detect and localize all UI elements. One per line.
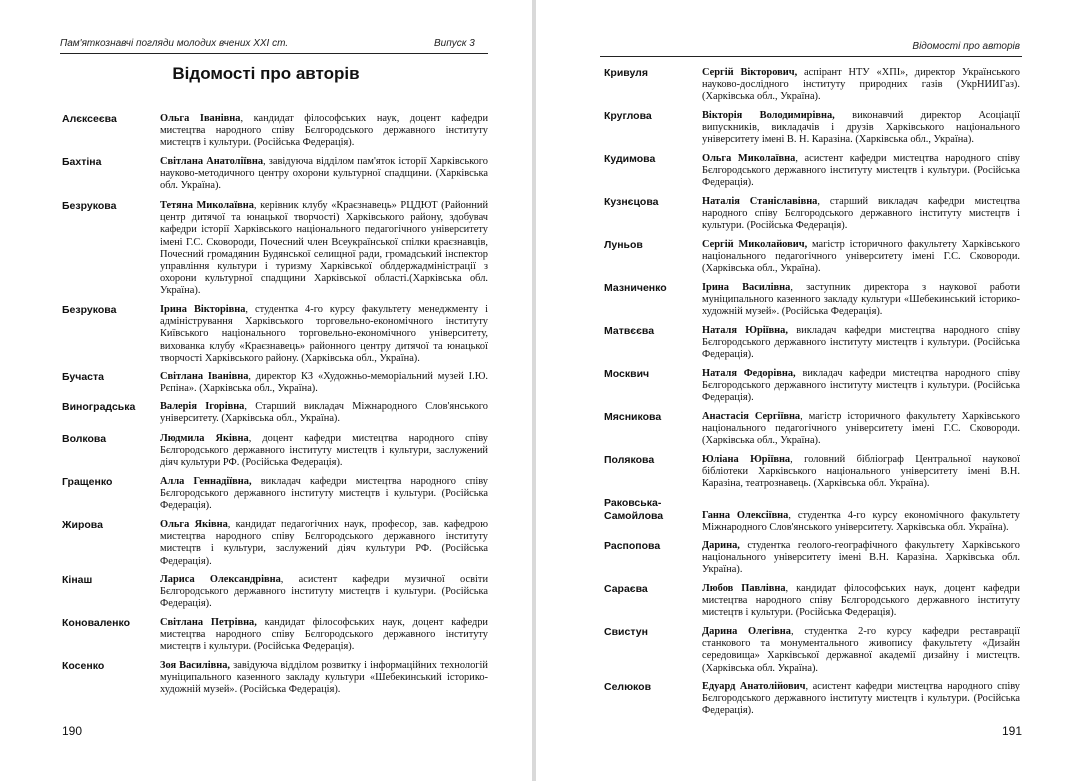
author-description — [160, 574, 488, 611]
author-details: , студентка 4-го курсу економічного факультету Міжнародного Слов'янського університету. Харківська обл. Україна). — [702, 510, 1021, 534]
author-entry — [604, 583, 1020, 620]
author-surname: Мазниченко — [604, 282, 667, 294]
author-surname: Матвєєва — [604, 325, 655, 337]
author-given-name: Людмила Яківна — [160, 433, 249, 444]
author-given-name: Юліана Юріївна — [702, 454, 791, 465]
author-entry — [62, 371, 488, 395]
author-description — [160, 617, 488, 654]
author-entry — [62, 660, 488, 697]
author-entry — [604, 153, 1020, 190]
page-title: Відомості про авторів — [172, 64, 360, 83]
author-given-name: Зоя Василівна, — [160, 660, 231, 671]
author-details: , асистент кафедри музичної освіти Бєлгородського державного інституту мистецтв і культури. (Російська Федерація). — [160, 574, 489, 610]
author-given-name: Світлана Анатоліївна — [160, 156, 264, 167]
author-description — [160, 476, 488, 513]
author-surname: Алєксеєва — [62, 113, 117, 125]
author-entry — [604, 626, 1020, 675]
author-description — [702, 110, 1020, 147]
author-given-name: Наталія Станіславівна — [702, 196, 818, 207]
author-given-name: Вікторія Володимирівна, — [702, 110, 835, 121]
author-surname: Жирова — [62, 519, 103, 531]
author-given-name: Світлана Петрівна, — [160, 617, 257, 628]
author-entry — [604, 67, 1020, 104]
author-entry — [62, 304, 488, 365]
author-surname: Безрукова — [62, 304, 117, 316]
author-description — [702, 368, 1020, 405]
author-given-name: Ольга Іванівна — [160, 113, 241, 124]
author-description — [702, 454, 1020, 491]
author-details: студентка геолого-географічного факультету Харківського національного університету імені В.Н. Каразіна. Харківська обл. Україна). — [702, 540, 1020, 576]
author-surname: Раковська- Самойлова — [604, 497, 664, 522]
author-entry — [62, 476, 488, 513]
author-entry — [604, 454, 1020, 491]
author-given-name: Сергій Вікторович, — [702, 67, 798, 78]
author-entry — [604, 282, 1020, 319]
author-given-name: Алла Геннадіївна, — [160, 476, 252, 487]
author-details: , директор КЗ «Художньо-меморіальний музей І.Ю. Рєпіна». (Харківська обл., Україна). — [160, 371, 488, 395]
author-entry — [62, 401, 488, 425]
author-entry — [604, 325, 1020, 362]
author-surname: Распопова — [604, 540, 661, 552]
author-entry — [62, 200, 488, 298]
author-entry — [604, 540, 1020, 577]
author-details: , Старший викладач Міжнародного Слов'янського університету. (Харківська обл., Україна). — [160, 401, 489, 425]
author-description — [702, 196, 1020, 233]
author-surname: Бахтіна — [62, 156, 102, 168]
author-surname: Луньов — [604, 239, 643, 251]
author-surname: Мясникова — [604, 411, 662, 423]
author-surname: Виноградська — [62, 401, 136, 413]
author-description — [702, 540, 1020, 577]
author-details: , доцент кафедри мистецтва народного співу Бєлгородського державного інституту мистецтв і культури, заслужений діяч культури РФ. (Російська Федерація). — [160, 433, 488, 469]
author-details: , асистент кафедри мистецтва народного співу Бєлгородського державного інституту мистецтв і культури. (Російська Федерація). — [702, 681, 1020, 717]
author-details: викладач кафедри мистецтва народного співу Бєлгородського державного інституту мистецтв і культури. (Російська Федерація). — [160, 476, 488, 512]
author-description — [160, 519, 488, 568]
header-rule — [600, 56, 1022, 57]
author-details: , кандидат педагогічних наук, професор, зав. кафедрою мистецтва народного співу Бєлгородського державного інституту мистецтв і культури, заслужений діяч культури РФ. (Російська Федерація). — [160, 519, 488, 567]
author-entry — [62, 519, 488, 568]
author-given-name: Ольга Миколаївна — [702, 153, 796, 164]
author-details: аспірант НТУ «ХПІ», директор Українського науково-дослідного інституту природних газів (УкрНИИГаз). (Харківська обл., Україна). — [702, 67, 1021, 103]
running-header-issue: Випуск 3 — [434, 38, 475, 49]
author-entry — [604, 368, 1020, 405]
author-entry — [604, 239, 1020, 276]
author-surname: Свистун — [604, 626, 648, 638]
author-description — [160, 660, 488, 697]
author-details: , керівник клубу «Краєзнавець» РЦДЮТ (Районний центр дитячої та юнацької творчості) Харківського району, здобувач кафедри історії Харківського національного педагогічного університету імені Г.С. Сковороди, Почесний член Всеукраїнської спілки краєзнавців, Почесний громадянин Будянської селищної ради, громадський інспектор управління культури і туризму Харківської облдержадміністрації з охорони культурної спадщини Харківської області.(Харківська обл. Україна). — [160, 200, 489, 297]
author-description — [702, 510, 1020, 534]
author-description — [702, 67, 1020, 104]
author-details: магістр історичного факультету Харківського національного педагогічного університету імені Г.С. Сковороди. (Харківська обл., Україна). — [702, 239, 1020, 275]
author-surname: Кузнєцова — [604, 196, 659, 208]
author-given-name: Наталя Федорівна, — [702, 368, 796, 379]
author-entry — [604, 411, 1020, 448]
author-details: , старший викладач кафедри мистецтва народного співу Бєлгородського державного інституту мистецтв і культури. (Російська Федерація). — [702, 196, 1020, 232]
author-given-name: Анастасія Сергіївна — [702, 411, 801, 422]
author-description — [160, 371, 488, 395]
author-given-name: Ірина Василівна — [702, 282, 791, 293]
author-given-name: Любов Павлівна — [702, 583, 786, 594]
author-description — [702, 325, 1020, 362]
author-entry — [604, 110, 1020, 147]
page-number: 190 — [62, 724, 83, 738]
author-given-name: Світлана Іванівна — [160, 371, 249, 382]
author-given-name: Сергій Миколайович, — [702, 239, 808, 250]
author-description — [702, 411, 1020, 448]
author-details: , кандидат філософських наук, доцент кафедри мистецтва народного співу Бєлгородського державного інституту мистецтв і культури. (Російська Федерація). — [160, 113, 488, 149]
running-header-title: Пам'яткознавчі погляди молодих вчених XXI ст. — [60, 38, 289, 49]
author-surname: Сараєва — [604, 583, 648, 595]
author-description — [702, 153, 1020, 190]
author-details: кандидат філософських наук, доцент кафедри мистецтва народного співу Бєлгородського державного інституту мистецтв і культури. (Російська Федерація). — [160, 617, 488, 653]
author-surname: Гращенко — [62, 476, 113, 488]
author-surname: Косенко — [62, 660, 105, 672]
author-description — [160, 433, 488, 470]
author-description — [160, 304, 488, 365]
author-surname: Москвич — [604, 368, 650, 380]
author-entry — [62, 617, 488, 654]
author-description — [702, 282, 1020, 319]
author-given-name: Лариса Олександрівна — [160, 574, 281, 585]
page-number: 191 — [1002, 724, 1023, 738]
author-entry — [62, 433, 488, 470]
author-details: виконавчий директор Асоціації випускників, викладачів і друзів Харківського національного університету імені В. Н. Каразіна. (Харківська обл., Україна). — [702, 110, 1020, 146]
author-description — [160, 401, 488, 425]
right-page — [536, 0, 1068, 781]
author-given-name: Дарина Олегівна — [702, 626, 791, 637]
author-entry — [604, 681, 1020, 718]
author-details: завідуюча відділом розвитку і інформаційних технологій муніципального казенного закладу культури «Шебекинський історико-художній музей». (Російська Федерація). — [160, 660, 488, 696]
left-page — [0, 0, 532, 781]
author-surname: Бучаста — [62, 371, 105, 383]
author-description — [702, 583, 1020, 620]
author-given-name: Едуард Анатолійович — [702, 681, 806, 692]
author-given-name: Ганна Олексіївна — [702, 510, 789, 521]
author-details: , заступник директора з наукової работи муніципального казенного закладу культури «Шебекинський історико-художній музей». (Російська Федерація). — [702, 282, 1021, 318]
author-details: , студентка 4-го курсу факультету менеджменту і адміністрування Харківського торговельно-економічного інституту Київського національного торговельно-економічного університету, вихованка клубу «Краєзнавець» районного центру дитячої та юнацької творчості Харківського району. (Харківська обл., Україна). — [160, 304, 488, 364]
author-given-name: Наталя Юріївна, — [702, 325, 788, 336]
author-surname: Коноваленко — [62, 617, 130, 629]
author-entry — [62, 113, 488, 150]
author-details: викладач кафедри мистецтва народного співу Бєлгородського державного інституту мистецтв і культури. (Російська Федерація). — [702, 325, 1021, 361]
author-description — [702, 239, 1020, 276]
author-given-name: Тетяна Миколаївна — [160, 200, 254, 211]
author-entry — [604, 196, 1020, 233]
author-given-name: Дарина, — [702, 540, 740, 551]
author-given-name: Ірина Вікторівна — [160, 304, 246, 315]
author-entry — [62, 574, 488, 611]
author-description — [702, 681, 1020, 718]
author-description — [160, 113, 488, 150]
author-details: , студентка 2-го курсу кафедри реставрації станкового та монументального живопису факультету «Дизайн середовища» Харківської державної академії дизайну і мистецтв. (Харківська обл. Україна). — [702, 626, 1021, 674]
author-surname: Кривуля — [604, 67, 648, 79]
author-description — [160, 156, 488, 193]
author-given-name: Валерія Ігорівна — [160, 401, 245, 412]
author-surname: Кінаш — [62, 574, 93, 586]
author-surname: Кудимова — [604, 153, 656, 165]
author-surname: Безрукова — [62, 200, 117, 212]
author-surname: Селюков — [604, 681, 652, 693]
author-given-name: Ольга Яківна — [160, 519, 228, 530]
running-header-section: Відомості про авторів — [912, 41, 1020, 52]
header-rule — [60, 53, 488, 54]
author-surname: Полякова — [604, 454, 655, 466]
author-details: , завідуюча відділом пам'яток історії Харківського науково-методичного центру охорони культурної спадщини. (Харківська обл. Україна). — [160, 156, 488, 192]
author-details: , асистент кафедри мистецтва народного співу Бєлгородського державного інституту мистецтв і культури. (Російська Федерація). — [702, 153, 1020, 189]
author-entry — [604, 497, 1020, 534]
author-surname: Круглова — [604, 110, 652, 122]
author-description — [702, 626, 1020, 675]
author-details: , кандидат філософських наук, доцент кафедри мистецтва народного співу Бєлгородського державного інституту мистецтв і культури. (Російська Федерація). — [702, 583, 1020, 619]
author-details: , головний бібліограф Центральної наукової бібліотеки Харківського національного університету імені В.Н. Каразіна, театрознавець. (Харківська обл. Україна). — [702, 454, 1020, 490]
author-entry — [62, 156, 488, 193]
author-details: , магістр історичного факультету Харківського національного педагогічного університету імені Г.С. Сковороди. (Харківська обл., Україна). — [702, 411, 1020, 447]
author-details: викладач кафедри мистецтва народного співу Бєлгородського державного інституту мистецтв і культури. (Російська Федерація). — [702, 368, 1021, 404]
author-description — [160, 200, 488, 298]
author-surname: Волкова — [62, 433, 107, 445]
